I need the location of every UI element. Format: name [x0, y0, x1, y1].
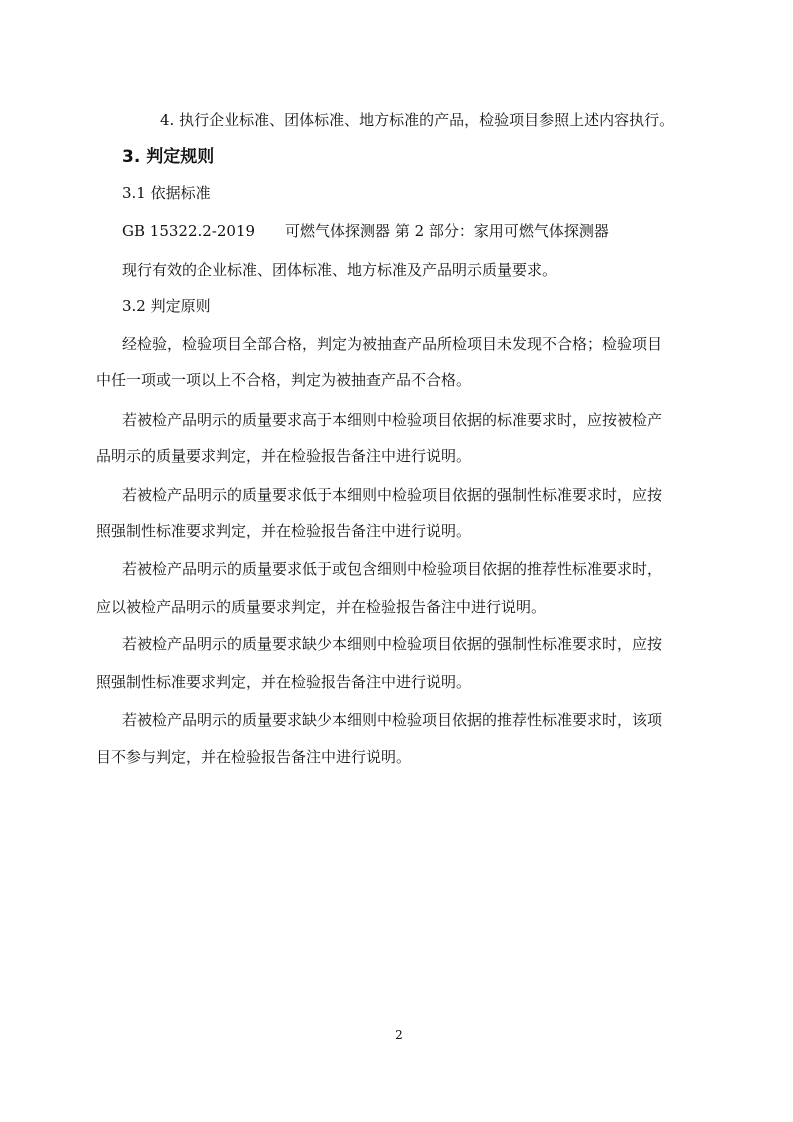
paragraph-3-line-2: 照强制性标准要求判定，并在检验报告备注中进行说明。: [96, 522, 472, 540]
other-standards-text: 现行有效的企业标准、团体标准、地方标准及产品明示质量要求。: [122, 261, 558, 279]
paragraph-4-line-2: 应以被检产品明示的质量要求判定，并在检验报告备注中进行说明。: [96, 598, 547, 616]
paragraph-1-line-1: 经检验，检验项目全部合格，判定为被抽查产品所检项目未发现不合格；检验项目: [122, 335, 663, 353]
section-3-1-heading: 3.1 依据标准: [122, 184, 211, 202]
paragraph-5-line-2: 照强制性标准要求判定，并在检验报告备注中进行说明。: [96, 673, 472, 691]
paragraph-2-line-2: 品明示的质量要求判定，并在检验报告备注中进行说明。: [96, 447, 472, 465]
section-3-heading: 3. 判定规则: [122, 147, 215, 167]
paragraph-6-line-1: 若被检产品明示的质量要求缺少本细则中检验项目依据的推荐性标准要求时，该项: [122, 711, 663, 729]
paragraph-5-line-1: 若被检产品明示的质量要求缺少本细则中检验项目依据的强制性标准要求时，应按: [122, 635, 663, 653]
section-3-2-heading: 3.2 判定原则: [122, 297, 211, 315]
page-number: 2: [395, 1028, 403, 1042]
item-4-text: 4. 执行企业标准、团体标准、地方标准的产品，检验项目参照上述内容执行。: [160, 111, 675, 129]
standard-title: 可燃气体探测器 第 2 部分：家用可燃气体探测器: [285, 222, 609, 240]
paragraph-6-line-2: 目不参与判定，并在检验报告备注中进行说明。: [96, 748, 412, 766]
standard-reference: [122, 221, 609, 241]
paragraph-2-line-1: 若被检产品明示的质量要求高于本细则中检验项目依据的标准要求时，应按被检产: [122, 411, 663, 429]
standard-code: GB 15322.2-2019: [122, 222, 256, 240]
paragraph-3-line-1: 若被检产品明示的质量要求低于本细则中检验项目依据的强制性标准要求时，应按: [122, 486, 663, 504]
paragraph-4-line-1: 若被检产品明示的质量要求低于或包含细则中检验项目依据的推荐性标准要求时，: [122, 560, 663, 578]
paragraph-1-line-2: 中任一项或一项以上不合格，判定为被抽查产品不合格。: [96, 371, 472, 389]
